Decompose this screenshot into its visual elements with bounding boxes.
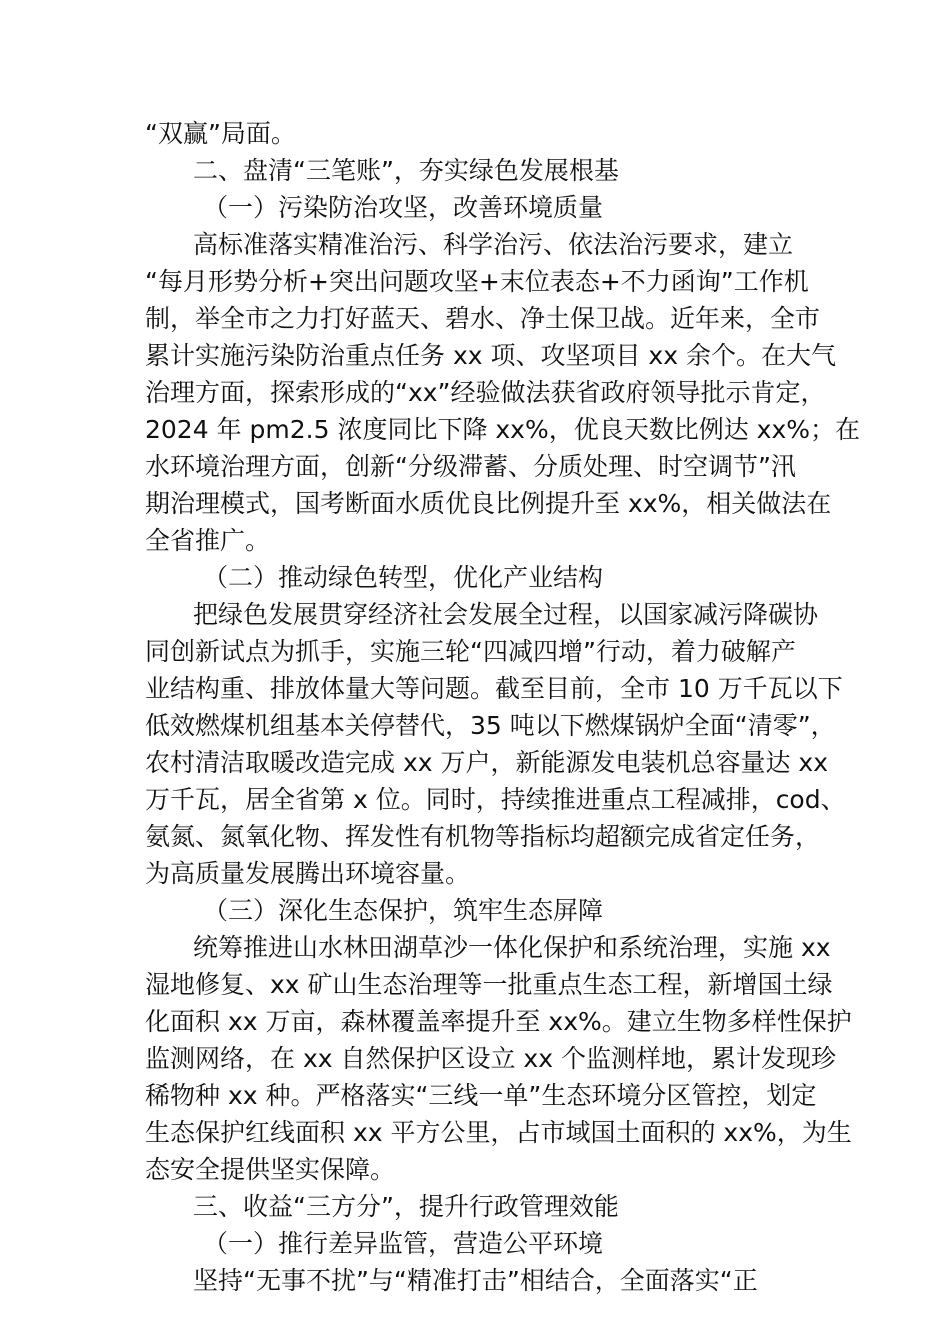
paragraph-line: 高标准落实精准治污、科学治污、依法治污要求，建立 — [193, 230, 794, 259]
paragraph-line: 把绿色发展贯穿经济社会发展全过程，以国家减污降碳协 — [193, 600, 819, 629]
paragraph-line: 同创新试点为抓手，实施三轮“四减四增”行动，着力破解产 — [145, 637, 796, 666]
paragraph-line: 坚持“无事不扰”与“精准打击”相结合，全面落实“正 — [193, 1266, 758, 1295]
paragraph-line: 湿地修复、xx 矿山生态治理等一批重点生态工程，新增国土绿 — [145, 970, 833, 999]
paragraph-line: 2024 年 pm2.5 浓度同比下降 xx%，优良天数比例达 xx%；在 — [145, 415, 861, 444]
paragraph-line: 期治理模式，国考断面水质优良比例提升至 xx%，相关做法在 — [145, 489, 832, 518]
paragraph-line: 态安全提供坚实保障。 — [145, 1155, 396, 1184]
paragraph-line: 业结构重、排放体量大等问题。截至目前，全市 10 万千瓦以下 — [145, 674, 843, 703]
subsection-heading: （二）推动绿色转型，优化产业结构 — [203, 563, 604, 592]
paragraph-line: 为高质量发展腾出环境容量。 — [145, 859, 471, 888]
paragraph-line: “双赢”局面。 — [145, 119, 296, 148]
subsection-heading: （一）推行差异监管，营造公平环境 — [203, 1229, 604, 1258]
paragraph-line: 农村清洁取暖改造完成 xx 万户，新能源发电装机总容量达 xx — [145, 748, 829, 777]
paragraph-line: 万千瓦，居全省第 x 位。同时，持续推进重点工程减排，cod、 — [145, 785, 846, 814]
subsection-heading: （一）污染防治攻坚，改善环境质量 — [203, 193, 604, 222]
paragraph-line: 全省推广。 — [145, 526, 271, 555]
paragraph-line: “每月形势分析+突出问题攻坚+末位表态+不力函询”工作机 — [145, 267, 809, 296]
subsection-heading: （三）深化生态保护，筑牢生态屏障 — [203, 896, 604, 925]
paragraph-line: 氨氮、氮氧化物、挥发性有机物等指标均超额完成省定任务， — [145, 822, 821, 851]
paragraph-line: 监测网络，在 xx 自然保护区设立 xx 个监测样地，累计发现珍 — [145, 1044, 836, 1073]
paragraph-line: 累计实施污染防治重点任务 xx 项、攻坚项目 xx 余个。在大气 — [145, 341, 836, 370]
paragraph-line: 统筹推进山水林田湖草沙一体化保护和系统治理，实施 xx — [193, 933, 831, 962]
paragraph-line: 治理方面，探索形成的“xx”经验做法获省政府领导批示肯定， — [145, 378, 826, 407]
paragraph-line: 化面积 xx 万亩，森林覆盖率提升至 xx%。建立生物多样性保护 — [145, 1007, 852, 1036]
paragraph-line: 低效燃煤机组基本关停替代，35 吨以下燃煤锅炉全面“清零”， — [145, 711, 836, 740]
paragraph-line: 制，举全市之力打好蓝天、碧水、净土保卫战。近年来，全市 — [145, 304, 821, 333]
paragraph-line: 生态保护红线面积 xx 平方公里，占市域国土面积的 xx%，为生 — [145, 1118, 852, 1147]
paragraph-line: 水环境治理方面，创新“分级滞蓄、分质处理、时空调节”汛 — [145, 452, 796, 481]
section-heading: 二、盘清“三笔账”，夯实绿色发展根基 — [193, 156, 619, 185]
paragraph-line: 稀物种 xx 种。严格落实“三线一单”生态环境分区管控，划定 — [145, 1081, 817, 1110]
section-heading: 三、收益“三方分”，提升行政管理效能 — [193, 1192, 619, 1221]
